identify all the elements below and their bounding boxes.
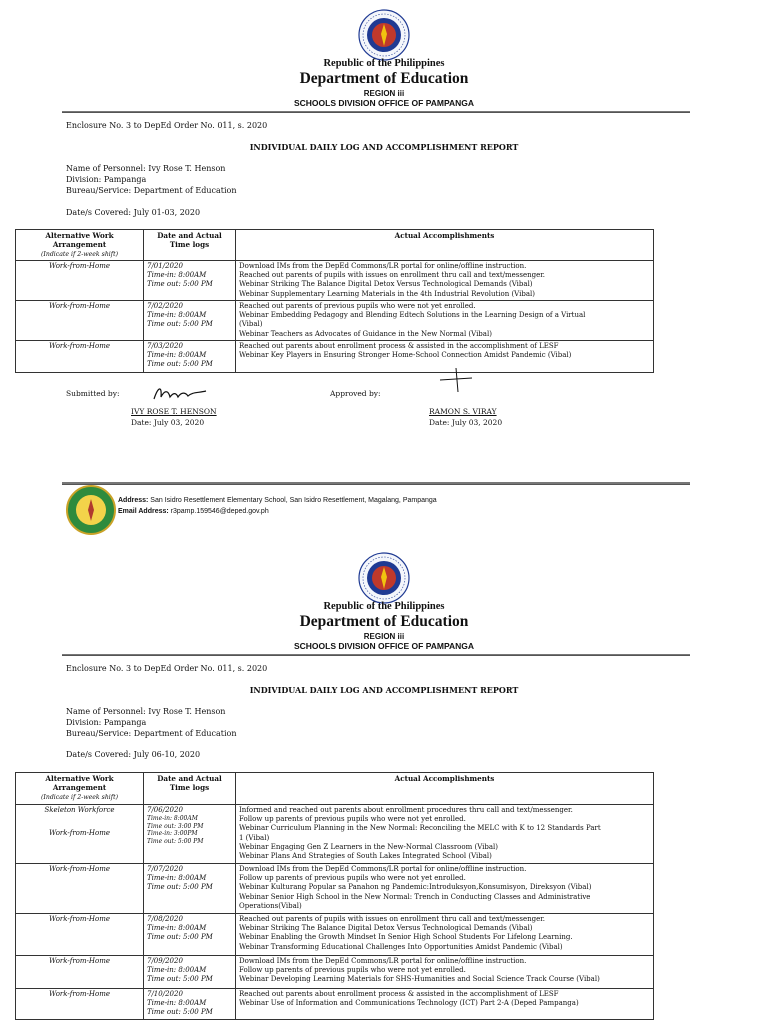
accomplishments-cell (236, 989, 654, 1020)
time-out-text: Time out: 3:00 PM (147, 822, 204, 830)
accomplishment-item: 1 (Vibal) (239, 833, 270, 842)
timelog-cell (144, 864, 236, 914)
date-text: 7/09/2020 (147, 957, 183, 965)
arrangement-cell: Work-from-Home (16, 341, 144, 373)
arrangement-cell: Work-from-Home (16, 956, 144, 989)
approver-date: Date: July 03, 2020 (429, 418, 503, 427)
timelog-cell (144, 956, 236, 989)
accomplishment-item: Webinar Developing Learning Materials for SHS-Humanities and Social Science Track Course (Vibal) (239, 975, 600, 984)
arrangement-header-label: Alternative Work Arrangement (45, 231, 114, 249)
accomplishment-item: Reached out parents about enrollment process & assisted in the accomplishment of LESF (239, 342, 559, 350)
accomplishment-item: Download IMs from the DepEd Commons/LR portal for online/offline instruction. (239, 957, 527, 965)
deped-seal-icon (358, 9, 410, 61)
time-out-text: Time out: 5:00 PM (147, 320, 213, 329)
department-title: Department of Education (299, 613, 469, 630)
report-title: INDIVIDUAL DAILY LOG AND ACCOMPLISHMENT REPORT (249, 685, 519, 695)
time-out-text: Time out: 5:00 PM (147, 360, 213, 369)
timelog-cell (144, 341, 236, 373)
report-title: INDIVIDUAL DAILY LOG AND ACCOMPLISHMENT REPORT (249, 142, 519, 152)
region-label: REGION iii (363, 632, 405, 641)
footer-divider (62, 482, 690, 485)
personnel-name: Name of Personnel: Ivy Rose T. Henson (66, 707, 226, 716)
date-text: 7/02/2020 (147, 302, 183, 310)
dates-covered: Date/s Covered: July 01-03, 2020 (66, 208, 201, 217)
log-table-1 (15, 229, 654, 373)
col-header-arrangement (16, 773, 144, 805)
time-in-text: Time-in: 3:00PM (147, 830, 198, 838)
republic-label: Republic of the Philippines (323, 601, 445, 612)
arrangement-header-label: Alternative Work Arrangement (45, 774, 114, 792)
division-text: Division: Pampanga (66, 718, 147, 727)
log-table-2 (15, 772, 654, 1020)
arrangement-cell: Work-from-Home (16, 261, 144, 301)
division-office-label: SCHOOLS DIVISION OFFICE OF PAMPANGA (293, 98, 475, 108)
col-header-date: Date and Actual Time logs (144, 230, 236, 261)
table-row (16, 805, 654, 864)
header-divider (62, 654, 690, 656)
accomplishments-cell (236, 805, 654, 864)
table-row (16, 914, 654, 956)
republic-label: Republic of the Philippines (323, 58, 445, 69)
table-row (16, 989, 654, 1020)
approved-by-label: Approved by: (330, 389, 381, 398)
email-label: Email Address: (118, 508, 169, 515)
table-row (16, 301, 654, 341)
department-title: Department of Education (299, 70, 469, 87)
accomplishments-cell (236, 301, 654, 341)
bureau-text: Bureau/Service: Department of Education (66, 729, 237, 738)
bureau-text: Bureau/Service: Department of Education (66, 186, 237, 195)
accomplishment-item: Reached out parents of pupils with issues on enrollment thru call and text/messenger. (239, 915, 546, 923)
table-row (16, 956, 654, 989)
accomplishment-item: Webinar Key Players in Ensuring Stronger Home-School Connection Amidst Pandemic (Vibal) (239, 351, 572, 360)
col-header-accomplishments: Actual Accomplishments (236, 773, 654, 805)
footer-email (118, 508, 269, 515)
dates-covered: Date/s Covered: July 06-10, 2020 (66, 750, 201, 759)
table-header-row (16, 230, 654, 261)
date-text: 7/07/2020 (147, 865, 183, 873)
enclosure-text: Enclosure No. 3 to DepEd Order No. 011, s. 2020 (66, 121, 268, 130)
timelog-cell (144, 914, 236, 956)
time-out-text: Time out: 5:00 PM (147, 933, 213, 942)
time-out-text: Time out: 5:00 PM (147, 975, 213, 984)
time-in-text: Time-in: 8:00AM (147, 815, 198, 823)
accomplishment-item: Webinar Transforming Educational Challenges Into Opportunities Amidst Pandemic (Vibal) (239, 942, 563, 951)
time-out-text: Time out: 5:00 PM (147, 883, 213, 892)
time-in-text: Time-in: 8:00AM (147, 311, 207, 320)
accomplishments-cell (236, 914, 654, 956)
enclosure-text: Enclosure No. 3 to DepEd Order No. 011, s. 2020 (66, 664, 268, 673)
arrangement-cell (16, 805, 144, 864)
time-out-text: Time out: 5:00 PM (147, 280, 213, 289)
timelog-cell (144, 805, 236, 864)
accomplishment-item: Webinar Supplementary Learning Materials in the 4th Industrial Revolution (Vibal) (239, 289, 535, 298)
accomplishment-item: Webinar Embedding Pedagogy and Blending Edtech Solutions in the Learning Design of a Virtual (239, 311, 586, 320)
accomplishments-cell (236, 261, 654, 301)
personnel-name: Name of Personnel: Ivy Rose T. Henson (66, 164, 226, 173)
accomplishment-item: Informed and reached out parents about enrollment procedures thru call and text/messenger. (239, 806, 573, 814)
arrangement-skeleton: Skeleton Workforce (44, 806, 115, 814)
accomplishment-item: Webinar Striking The Balance Digital Detox Versus Technological Demands (Vibal) (239, 924, 533, 933)
accomplishments-cell (236, 864, 654, 914)
timelog-cell (144, 261, 236, 301)
arrangement-cell: Work-from-Home (16, 989, 144, 1020)
accomplishment-item: Webinar Use of Information and Communications Technology (ICT) Part 2-A (Deped Pampanga) (239, 999, 579, 1008)
time-in-text: Time-in: 8:00AM (147, 874, 207, 883)
region-label: REGION iii (363, 89, 405, 98)
submitter-date: Date: July 03, 2020 (131, 418, 205, 427)
table-row (16, 341, 654, 373)
arrangement-cell: Work-from-Home (16, 864, 144, 914)
date-text: 7/01/2020 (147, 262, 183, 270)
accomplishment-item: Webinar Striking The Balance Digital Detox Versus Technological Demands (Vibal) (239, 280, 533, 289)
time-out-text: Time out: 5:00 PM (147, 837, 204, 845)
time-out-text: Time out: 5:00 PM (147, 1008, 213, 1017)
accomplishment-item: Webinar Enabling the Growth Mindset In Senior High School Students For Lifelong Learning. (239, 933, 573, 942)
accomplishment-item: Webinar Teachers as Advocates of Guidance in the New Normal (Vibal) (239, 329, 492, 338)
arrangement-header-note: (Indicate if 2-week shift) (41, 251, 118, 258)
accomplishment-item: Follow up parents of previous pupils who were not yet enrolled. (239, 874, 466, 883)
time-in-text: Time-in: 8:00AM (147, 351, 207, 360)
col-header-accomplishments: Actual Accomplishments (236, 230, 654, 261)
table-row (16, 261, 654, 301)
signature-icon (150, 383, 210, 405)
date-text: 7/03/2020 (147, 342, 183, 350)
email-value: r3pamp.159546@deped.gov.ph (170, 508, 269, 515)
accomplishment-item: Follow up parents of previous pupils who were not yet enrolled. (239, 815, 466, 824)
accomplishment-item: Operations(Vibal) (239, 901, 302, 910)
date-text: 7/10/2020 (147, 990, 183, 998)
time-in-text: Time-in: 8:00AM (147, 966, 207, 975)
accomplishment-item: Download IMs from the DepEd Commons/LR portal for online/offline instruction. (239, 865, 527, 873)
arrangement-header-note: (Indicate if 2-week shift) (41, 794, 118, 801)
header-divider (62, 111, 690, 113)
timelog-cell (144, 301, 236, 341)
school-seal-icon (66, 485, 116, 535)
accomplishment-item: Download IMs from the DepEd Commons/LR portal for online/offline instruction. (239, 262, 527, 270)
accomplishment-item: Reached out parents about enrollment process & assisted in the accomplishment of LESF (239, 990, 559, 998)
accomplishment-item: Webinar Engaging Gen Z Learners in the New-Normal Classroom (Vibal) (239, 842, 498, 851)
accomplishment-item: Webinar Kulturang Popular sa Panahon ng Pandemic:Introduksyon,Konsumisyon, Direksyon (Vibal) (239, 883, 592, 892)
accomplishment-item: Webinar Plans And Strategies of South Lakes Integrated School (Vibal) (239, 852, 492, 861)
arrangement-cell: Work-from-Home (16, 914, 144, 956)
approver-name: RAMON S. VIRAY (429, 407, 497, 416)
division-text: Division: Pampanga (66, 175, 147, 184)
table-row (16, 864, 654, 914)
submitted-by-label: Submitted by: (66, 389, 120, 398)
time-in-text: Time-in: 8:00AM (147, 924, 207, 933)
date-text: 7/08/2020 (147, 915, 183, 923)
accomplishment-item: Webinar Senior High School in the New Normal: Trench in Conducting Classes and Administrative (239, 892, 591, 901)
col-header-arrangement (16, 230, 144, 261)
footer-address (118, 497, 437, 504)
table-header-row (16, 773, 654, 805)
accomplishment-item: Webinar Curriculum Planning in the New Normal: Reconciling the MELC with K to 12 Standards Part (239, 824, 601, 833)
timelog-cell (144, 989, 236, 1020)
arrangement-wfh: Work-from-Home (48, 829, 111, 838)
division-office-label: SCHOOLS DIVISION OFFICE OF PAMPANGA (293, 641, 475, 651)
approver-mark-icon (436, 364, 476, 394)
time-in-text: Time-in: 8:00AM (147, 271, 207, 280)
accomplishment-item: Follow up parents of previous pupils who were not yet enrolled. (239, 966, 466, 975)
accomplishments-cell (236, 956, 654, 989)
accomplishment-item: Reached out parents of pupils with issues on enrollment thru call and text/messenger. (239, 271, 546, 280)
col-header-date: Date and Actual Time logs (144, 773, 236, 805)
time-in-text: Time-in: 8:00AM (147, 999, 207, 1008)
submitter-name: IVY ROSE T. HENSON (131, 407, 217, 416)
date-text: 7/06/2020 (147, 806, 183, 814)
accomplishment-item: (Vibal) (239, 320, 263, 329)
address-label: Address: (118, 497, 149, 504)
accomplishment-item: Reached out parents of previous pupils who were not yet enrolled. (239, 302, 476, 310)
address-value: San Isidro Resettlement Elementary School, San Isidro Resettlement, Magalang, Pampanga (150, 497, 437, 504)
arrangement-cell: Work-from-Home (16, 301, 144, 341)
deped-seal-icon (358, 552, 410, 604)
